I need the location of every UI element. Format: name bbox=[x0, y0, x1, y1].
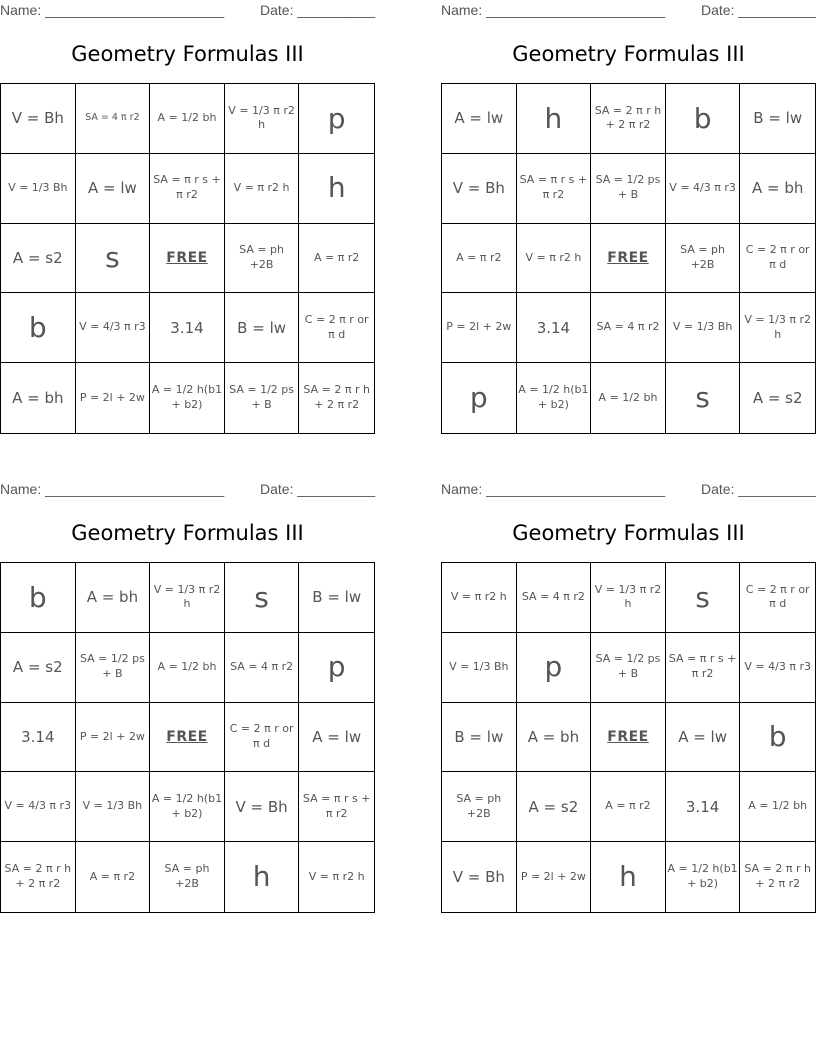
bingo-cell: V = 1/3 Bh bbox=[442, 633, 517, 703]
bingo-cell: V = 1/3 Bh bbox=[666, 293, 741, 363]
bingo-cell: SA = ph +2B bbox=[150, 842, 225, 912]
bingo-cell: V = 4/3 π r3 bbox=[740, 633, 815, 703]
bingo-cell: b bbox=[1, 563, 76, 633]
bingo-cell: 3.14 bbox=[1, 703, 76, 773]
bingo-cell: p bbox=[517, 633, 592, 703]
bingo-cell: A = π r2 bbox=[76, 842, 151, 912]
card-title: Geometry Formulas III bbox=[71, 521, 304, 545]
card-header bbox=[0, 0, 375, 20]
bingo-cell: V = 1/3 π r2 h bbox=[591, 563, 666, 633]
free-space-cell: FREE bbox=[150, 703, 225, 773]
card-header bbox=[0, 479, 375, 499]
bingo-cell: P = 2l + 2w bbox=[76, 703, 151, 773]
bingo-cell: A = s2 bbox=[517, 772, 592, 842]
bingo-cell: 3.14 bbox=[517, 293, 592, 363]
bingo-grid bbox=[0, 83, 375, 434]
bingo-cell: P = 2l + 2w bbox=[442, 293, 517, 363]
bingo-cell: C = 2 π r or π d bbox=[740, 563, 815, 633]
bingo-cell: A = lw bbox=[442, 84, 517, 154]
bingo-cell: SA = π r s + π r2 bbox=[666, 633, 741, 703]
bingo-cell: A = 1/2 bh bbox=[740, 772, 815, 842]
bingo-cell: SA = ph +2B bbox=[442, 772, 517, 842]
bingo-cell: A = bh bbox=[1, 363, 76, 433]
bingo-cell: V = 4/3 π r3 bbox=[76, 293, 151, 363]
bingo-cell: SA = 2 π r h + 2 π r2 bbox=[744, 862, 811, 891]
name-field-label: Name: _______________________ bbox=[0, 2, 225, 18]
bingo-cell: C = 2 π r or π d bbox=[299, 293, 374, 363]
bingo-cell: A = 1/2 bh bbox=[591, 363, 666, 433]
bingo-cell: SA = 2 π r h + 2 π r2 bbox=[1, 842, 76, 912]
bingo-cell: SA = ph +2B bbox=[225, 224, 300, 294]
bingo-cell: V = π r2 h bbox=[308, 869, 365, 883]
bingo-cell: h bbox=[225, 842, 300, 912]
bingo-cell: SA = 4 π r2 bbox=[517, 563, 592, 633]
bingo-cell: A = 1/2 bh bbox=[150, 84, 225, 154]
bingo-cell: B = lw bbox=[299, 563, 374, 633]
free-space-cell: FREE bbox=[591, 703, 666, 773]
bingo-cell: A = 1/2 bh bbox=[150, 633, 225, 703]
bingo-cell: V = 1/3 π r2 h bbox=[225, 84, 300, 154]
bingo-cell: b bbox=[666, 84, 741, 154]
bingo-cell: SA = π r s + π r2 bbox=[517, 154, 592, 224]
name-field-label: Name: _______________________ bbox=[441, 2, 666, 18]
bingo-cell: h bbox=[299, 154, 374, 224]
bingo-cell: B = lw bbox=[740, 84, 815, 154]
bingo-cell: SA = ph +2B bbox=[666, 224, 741, 294]
bingo-grid bbox=[0, 562, 375, 913]
bingo-cell: SA = 2 π r h + 2 π r2 bbox=[303, 383, 370, 412]
bingo-cell: A = bh bbox=[740, 154, 815, 224]
bingo-cell: s bbox=[76, 224, 151, 294]
bingo-cell: V = 4/3 π r3 bbox=[666, 154, 741, 224]
bingo-cell: SA = 2 π r h + 2 π r2 bbox=[591, 84, 666, 154]
bingo-cell: P = 2l + 2w bbox=[517, 842, 592, 912]
bingo-grid bbox=[441, 83, 816, 434]
bingo-cell: V = 1/3 π r2 h bbox=[150, 563, 225, 633]
bingo-cell: V = Bh bbox=[442, 842, 517, 912]
bingo-cell: SA = 1/2 ps + B bbox=[591, 154, 666, 224]
bingo-cell: V = π r2 h bbox=[442, 563, 517, 633]
date-field-label: Date: __________ bbox=[260, 481, 376, 497]
bingo-cell: V = π r2 h bbox=[225, 154, 300, 224]
bingo-cell: A = lw bbox=[76, 154, 151, 224]
bingo-cell: A = lw bbox=[299, 703, 374, 773]
bingo-cell: SA = 1/2 ps + B bbox=[591, 633, 666, 703]
date-field-label: Date: __________ bbox=[701, 2, 816, 18]
bingo-cell: A = 1/2 h(b1 + b2) bbox=[150, 363, 225, 433]
bingo-cell: 3.14 bbox=[666, 772, 741, 842]
free-space-cell: FREE bbox=[150, 224, 225, 294]
bingo-cell: s bbox=[225, 563, 300, 633]
bingo-cell: A = 1/2 h(b1 + b2) bbox=[150, 772, 225, 842]
bingo-cell: A = π r2 bbox=[299, 224, 374, 294]
bingo-cell: SA = 4 π r2 bbox=[591, 293, 666, 363]
bingo-cell: A = s2 bbox=[1, 224, 76, 294]
bingo-cell: SA = 4 π r2 bbox=[225, 633, 300, 703]
bingo-cell: SA = π r s + π r2 bbox=[150, 154, 225, 224]
name-field-label: Name: _______________________ bbox=[441, 481, 666, 497]
free-space-cell: FREE bbox=[591, 224, 666, 294]
card-title: Geometry Formulas III bbox=[512, 521, 745, 545]
bingo-grid bbox=[441, 562, 816, 913]
bingo-cell: 3.14 bbox=[150, 293, 225, 363]
bingo-cell: p bbox=[299, 84, 374, 154]
bingo-cell: p bbox=[442, 363, 517, 433]
bingo-cell: A = 1/2 h(b1 + b2) bbox=[666, 842, 741, 912]
bingo-cell: SA = 4 π r2 bbox=[76, 84, 151, 154]
bingo-cell: V = Bh bbox=[442, 154, 517, 224]
bingo-cell: P = 2l + 2w bbox=[76, 363, 151, 433]
bingo-cell: A = π r2 bbox=[591, 772, 666, 842]
bingo-cell: A = lw bbox=[666, 703, 741, 773]
bingo-cell: SA = 1/2 ps + B bbox=[76, 633, 151, 703]
bingo-cell: V = Bh bbox=[1, 84, 76, 154]
bingo-cell: b bbox=[1, 293, 76, 363]
bingo-cell: A = π r2 bbox=[442, 224, 517, 294]
bingo-cell: h bbox=[591, 842, 666, 912]
bingo-cell: B = lw bbox=[225, 293, 300, 363]
date-field-label: Date: __________ bbox=[260, 2, 376, 18]
name-field-label: Name: _______________________ bbox=[0, 481, 225, 497]
bingo-cell: A = s2 bbox=[752, 388, 803, 407]
card-header bbox=[441, 0, 816, 20]
bingo-cell: A = 1/2 h(b1 + b2) bbox=[517, 363, 592, 433]
bingo-cell: C = 2 π r or π d bbox=[225, 703, 300, 773]
bingo-cell: V = 1/3 Bh bbox=[76, 772, 151, 842]
bingo-cell: A = bh bbox=[76, 563, 151, 633]
card-title: Geometry Formulas III bbox=[512, 42, 745, 66]
bingo-cell: V = Bh bbox=[225, 772, 300, 842]
card-header bbox=[441, 479, 816, 499]
card-title: Geometry Formulas III bbox=[71, 42, 304, 66]
bingo-cell: A = s2 bbox=[1, 633, 76, 703]
date-field-label: Date: __________ bbox=[701, 481, 816, 497]
bingo-cell: A = bh bbox=[517, 703, 592, 773]
bingo-cell: B = lw bbox=[442, 703, 517, 773]
bingo-cell: C = 2 π r or π d bbox=[740, 224, 815, 294]
bingo-cell: b bbox=[740, 703, 815, 773]
bingo-cell: SA = 1/2 ps + B bbox=[225, 363, 300, 433]
bingo-cell: V = 4/3 π r3 bbox=[1, 772, 76, 842]
bingo-cell: V = 1/3 π r2 h bbox=[740, 293, 815, 363]
bingo-cell: p bbox=[299, 633, 374, 703]
bingo-cell: s bbox=[666, 363, 741, 433]
bingo-cell: h bbox=[517, 84, 592, 154]
bingo-cell: V = π r2 h bbox=[517, 224, 592, 294]
bingo-cell: s bbox=[666, 563, 741, 633]
bingo-cell: SA = π r s + π r2 bbox=[299, 772, 374, 842]
bingo-cell: V = 1/3 Bh bbox=[1, 154, 76, 224]
